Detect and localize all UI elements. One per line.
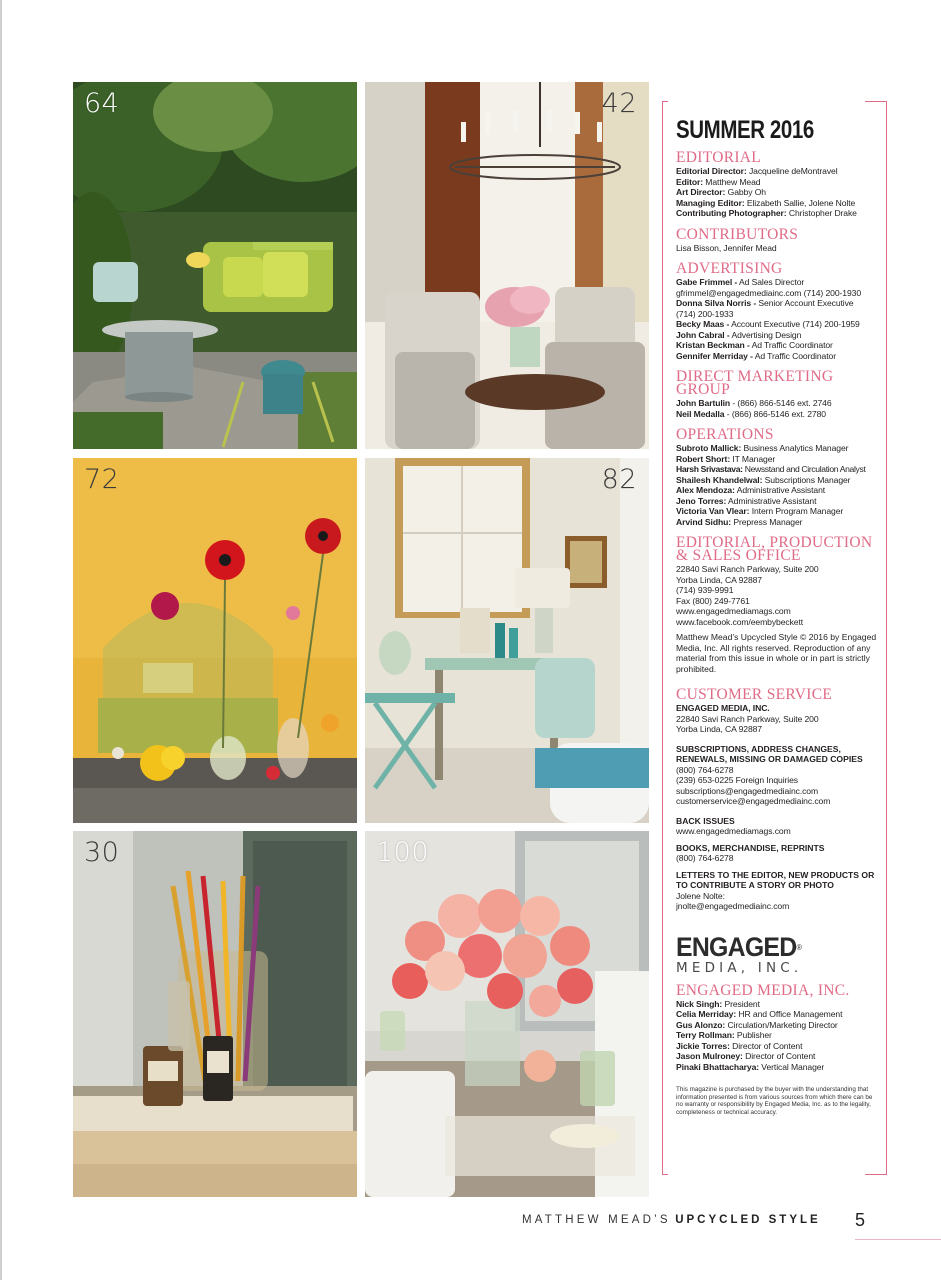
company-line: Jickie Torres: Director of Content [676, 1040, 803, 1051]
editorial-line: Editorial Director: Jacqueline deMontravel [676, 166, 838, 176]
office-phone-line: (714) 939-9991 [676, 585, 734, 595]
page-ref-100: 100 [376, 837, 430, 868]
company-heading: ENGAGED MEDIA, INC. [676, 981, 850, 999]
operations-line: Jeno Torres: Administrative Assistant [676, 495, 817, 506]
footer-magazine-name [522, 1210, 821, 1228]
operations-list [676, 443, 881, 527]
operations-line: Alex Mendoza: Administrative Assistant [676, 485, 826, 495]
letters-caption: LETTERS TO THE EDITOR, NEW PRODUCTS OR [676, 869, 875, 880]
subscriptions-caption: SUBSCRIPTIONS, ADDRESS CHANGES, [676, 743, 841, 754]
birdcage-image [73, 458, 357, 823]
page-ref-82: 82 [601, 464, 637, 495]
page-ref-64: 64 [84, 88, 120, 119]
company-line: Jason Mulroney: Director of Content [676, 1051, 816, 1061]
roses-image [365, 831, 649, 1197]
issue-title: SUMMER 2016 [676, 116, 814, 144]
advertising-line: John Cabral - Advertising Design [676, 329, 802, 340]
office-heading: EDITORIAL, PRODUCTION [676, 534, 873, 551]
footer-magazine-prefix: MATTHEW MEAD’S [522, 1214, 671, 1226]
direct-marketing-line: Neil Medalla - (866) 866-5146 ext. 2780 [676, 408, 826, 419]
contributors-text: Lisa Bisson, Jennifer Mead [676, 242, 777, 253]
editorial-line: Editor: Matthew Mead [676, 176, 761, 187]
editorial-line: Managing Editor: Elizabeth Sallie, Jolene Nolte [676, 197, 856, 208]
cs-city-line: Yorba Linda, CA 92887 [676, 724, 762, 734]
photo-dining[interactable] [365, 82, 649, 449]
advertising-line: (714) 200-1933 [676, 308, 734, 319]
photo-birdcage[interactable] [73, 458, 357, 823]
back-issues-link[interactable]: www.engagedmediamags.com [676, 826, 791, 836]
masthead [676, 116, 881, 1116]
direct-marketing-heading-2: GROUP [676, 381, 731, 398]
advertising-line: Becky Maas - Account Executive (714) 200-1959 [676, 319, 860, 329]
customer-service-heading: CUSTOMER SERVICE [676, 686, 833, 703]
subs-foreign-phone: (239) 653-0225 Foreign Inquiries [676, 775, 798, 785]
office-fax-line: Fax (800) 249-7761 [676, 595, 750, 606]
page-number-rule [855, 1239, 941, 1240]
engaged-media-logo [676, 931, 881, 976]
logo-wordmark: ENGAGED [676, 931, 797, 962]
advertising-line: Kristan Beckman - Ad Traffic Coordinator [676, 340, 833, 350]
cs-email-link[interactable]: customerservice@engagedmediainc.com [676, 796, 831, 806]
page-edge [0, 0, 2, 1280]
photo-desk[interactable] [365, 458, 649, 823]
office-city-line: Yorba Linda, CA 92887 [676, 574, 762, 585]
books-phone: (800) 764-6278 [676, 853, 734, 863]
advertising-line: Gabe Frimmel - Ad Sales Director [676, 277, 805, 287]
operations-line: Arvind Sidhu: Prepress Manager [676, 516, 803, 527]
subscriptions-caption-2: RENEWALS, MISSING OR DAMAGED COPIES [676, 754, 863, 764]
desk-image [365, 458, 649, 823]
direct-marketing-line: John Bartulin - (866) 866-5146 ext. 2746 [676, 398, 832, 408]
operations-line: Victoria Van Vlear: Intern Program Manager [676, 506, 844, 516]
editorial-list [676, 166, 881, 219]
operations-line: Robert Short: IT Manager [676, 453, 776, 464]
company-line: Terry Rollman: Publisher [676, 1030, 772, 1040]
books-caption: BOOKS, MERCHANDISE, REPRINTS [676, 842, 825, 853]
footer-magazine-title: UPCYCLED STYLE [675, 1214, 821, 1226]
page-ref-72: 72 [84, 464, 120, 495]
legal-disclaimer: This magazine is purchased by the buyer with the understanding that information presented is from various sources from which there can be no warranty or responsibility by Engaged Media, Inc. as to the legality, completeness or technical accuracy. [676, 1086, 873, 1116]
logo-registered-mark: ® [796, 942, 802, 952]
subs-phone: (800) 764-6278 [676, 764, 734, 775]
page-ref-30: 30 [84, 837, 120, 868]
photo-garden[interactable] [73, 82, 357, 449]
advertising-line: Donna Silva Norris - Senior Account Executive [676, 298, 854, 308]
advertising-list [676, 277, 881, 361]
office-website-link[interactable]: www.engagedmediamags.com [676, 606, 791, 616]
office-heading-2: & SALES OFFICE [676, 547, 801, 564]
garden-image [73, 82, 357, 449]
page-number: 5 [855, 1210, 866, 1230]
subs-email-link[interactable]: subscriptions@engagedmediainc.com [676, 785, 819, 796]
advertising-line: gfrimmel@engagedmediainc.com (714) 200-1930 [676, 287, 861, 298]
company-list [676, 999, 881, 1073]
dining-image [365, 82, 649, 449]
operations-line: Shailesh Khandelwal: Subscriptions Manager [676, 474, 851, 485]
operations-line: Harsh Srivastava: Newsstand and Circulation Analyst [676, 464, 866, 474]
office-address-line: 22840 Savi Ranch Parkway, Suite 200 [676, 564, 819, 574]
operations-heading: OPERATIONS [676, 426, 774, 443]
company-line: Pinaki Bhattacharya: Vertical Manager [676, 1061, 825, 1072]
operations-line: Subroto Mallick: Business Analytics Manager [676, 443, 849, 453]
company-line: Gus Alonzo: Circulation/Marketing Director [676, 1019, 838, 1030]
photo-pencils[interactable] [73, 831, 357, 1197]
letters-email-link[interactable]: jnolte@engagedmediainc.com [676, 901, 790, 911]
cs-address-line: 22840 Savi Ranch Parkway, Suite 200 [676, 713, 819, 724]
editorial-heading: EDITORIAL [676, 149, 762, 166]
pencils-image [73, 831, 357, 1197]
advertising-line: Gennifer Merriday - Ad Traffic Coordinator [676, 350, 836, 361]
back-issues-caption: BACK ISSUES [676, 815, 735, 826]
advertising-heading: ADVERTISING [676, 260, 783, 277]
letters-caption-2: TO CONTRIBUTE A STORY OR PHOTO [676, 880, 834, 890]
copyright-notice: Matthew Mead’s Upcycled Style © 2016 by Engaged Media, Inc. All rights reserved. Reproduction of any material from this issue in whole or in part is strictly prohibited. [676, 632, 877, 674]
cs-company: ENGAGED MEDIA, INC. [676, 703, 770, 713]
office-facebook-link[interactable]: www.facebook.com/eembybeckett [676, 616, 804, 627]
direct-marketing-heading: DIRECT MARKETING [676, 368, 834, 385]
logo-subline: MEDIA, INC. [676, 959, 803, 976]
photo-roses[interactable] [365, 831, 649, 1197]
editorial-line: Art Director: Gabby Oh [676, 187, 766, 197]
letters-contact: Jolene Nolte: [676, 890, 725, 901]
editorial-line: Contributing Photographer: Christopher Drake [676, 208, 857, 218]
company-line: Nick Singh: President [676, 998, 760, 1009]
contributors-heading: CONTRIBUTORS [676, 225, 799, 243]
page-ref-42: 42 [601, 88, 637, 119]
company-line: Celia Merriday: HR and Office Management [676, 1009, 843, 1019]
